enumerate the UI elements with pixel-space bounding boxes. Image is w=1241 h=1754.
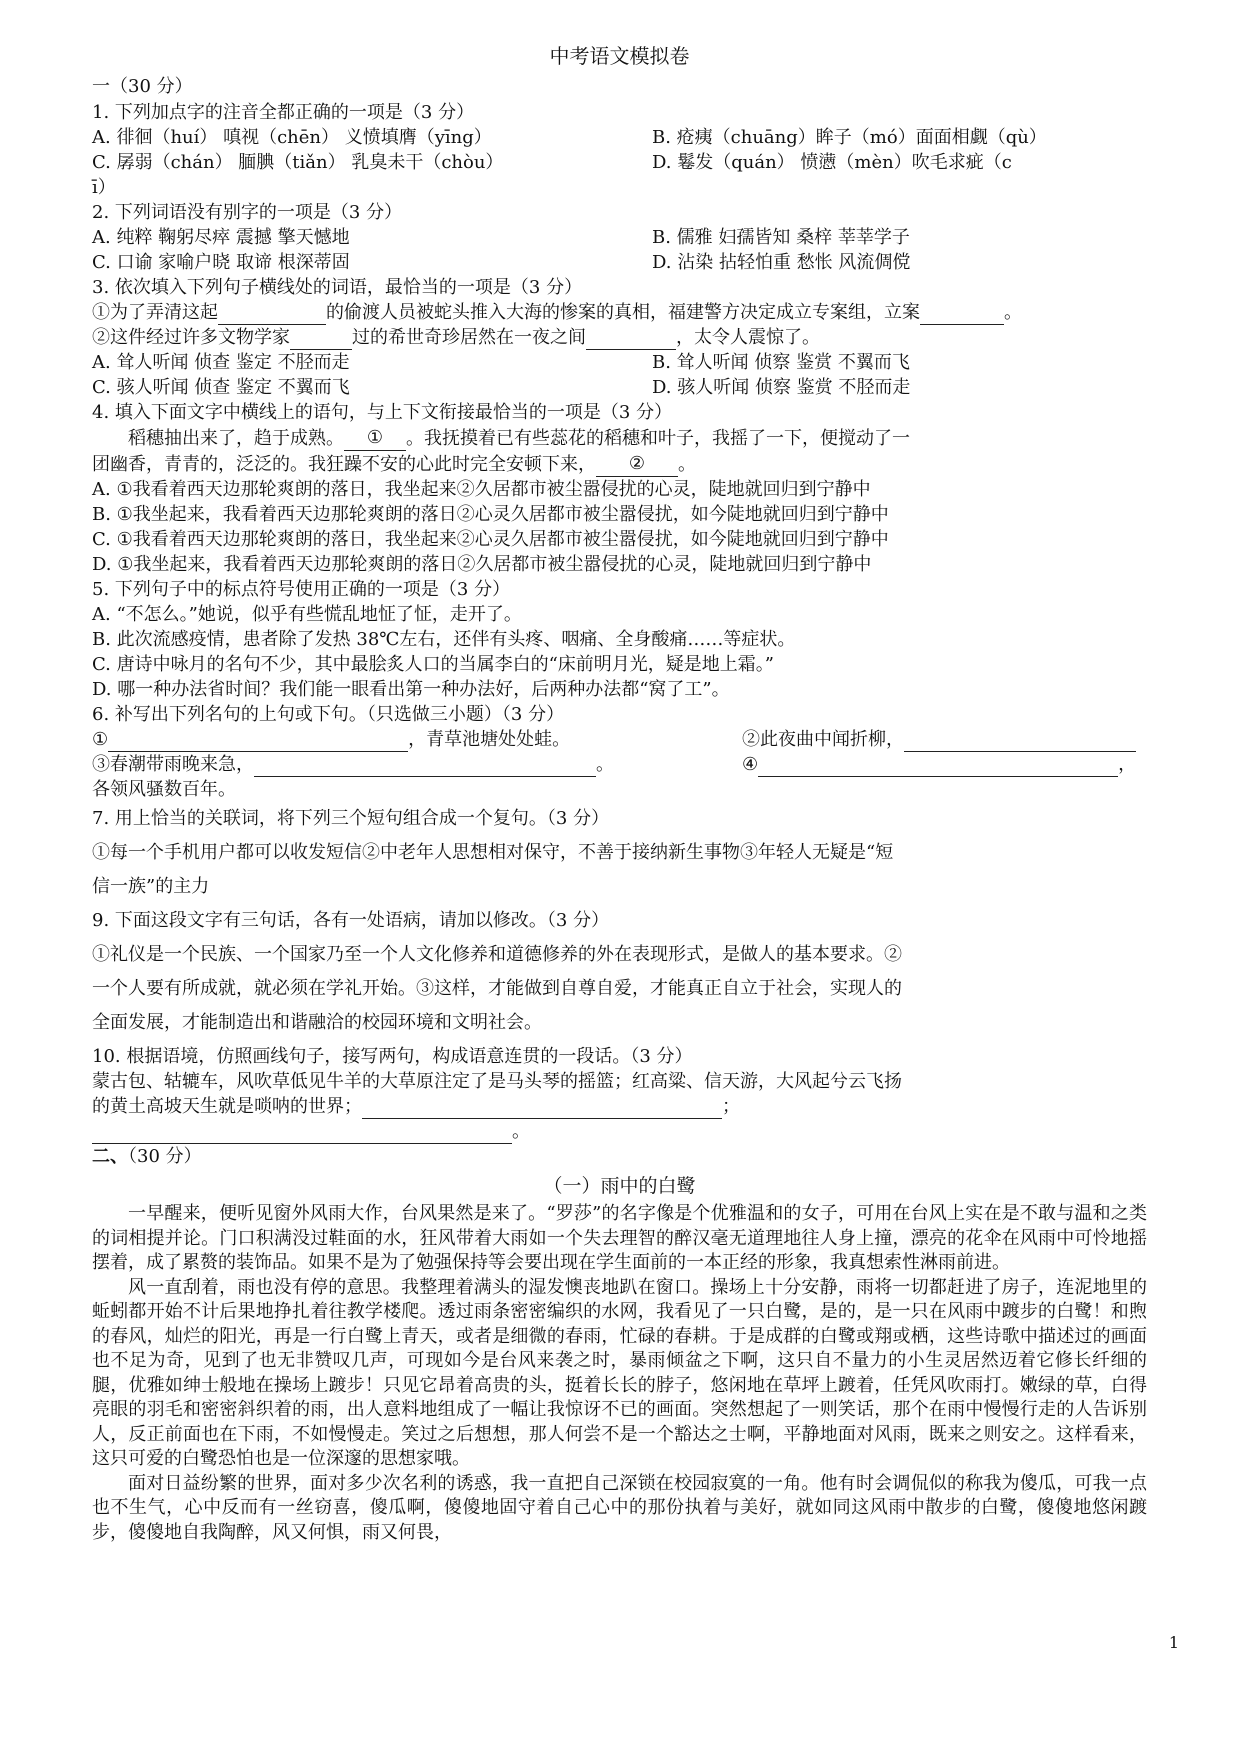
q3-options-cd xyxy=(92,375,1147,400)
q2-stem: 2. 下列词语没有别字的一项是（3 分） xyxy=(92,202,403,223)
essay-body xyxy=(92,1202,1147,1545)
q1-options-ab xyxy=(92,125,1147,150)
answer-blank[interactable] xyxy=(758,758,1118,777)
answer-blank[interactable] xyxy=(108,733,408,752)
q4-blank-mark-2: ② xyxy=(628,453,646,474)
answer-blank[interactable] xyxy=(254,758,596,777)
q6-row-1 xyxy=(92,727,1147,752)
q1-option-a: A. 徘徊（huí） 嗔视（chēn） 义愤填膺（yīng） xyxy=(92,127,492,148)
q6-item-1 xyxy=(92,727,742,752)
q1-option-c: C. 孱弱（chán） 腼腆（tiǎn） 乳臭未干（chòu） xyxy=(92,152,504,173)
essay-paragraph: 风一直刮着，雨也没有停的意思。我整理着满头的湿发懊丧地趴在窗口。操场上十分安静，雨将一切都赶进了房子，连泥地里的蚯蚓都开始不计后果地挣扎着往教学楼爬。透过雨条密密编织的水网，我看见了一只白鹭，是的，是一只在风雨中踱步的白鹭！和煦的春风，灿烂的阳光，再是一行白鹭上青天，或者是细微的春雨，忙碌的春耕。于是成群的白鹭或翔或栖，这些诗歌中描述过的画面也不足为奇，见到了也无非赞叹几声，可现如今是台风来袭之时，暴雨倾盆之下啊，这只自不量力的小生灵居然迈着它修长纤细的腿，优雅如绅士般地在操场上踱步！只见它昂着高贵的头，挺着长长的脖子，悠闲地在草坪上踱着，任凭风吹雨打。嫩绿的草，白得亮眼的羽毛和密密斜织着的雨，出人意料地组成了一幅让我惊讶不已的画面。突然想起了一则笑话，那个在雨中慢慢行走的人告诉别人，反正前面也在下雨，不如慢慢走。笑过之后想想，那人何尝不是一个豁达之士啊，平静地面对风雨，既来之则安之。这样看来，这只可爱的白鹭恐怕也是一位深邃的思想家哦。 xyxy=(92,1276,1147,1469)
q4-p1-part-b: 。我抚摸着已有些蕊花的稻穗和叶子，我摇了一下，便搅动了一 xyxy=(406,428,910,449)
q4-p2-part-b: 。 xyxy=(678,454,696,475)
essay-title: （一）雨中的白鹭 xyxy=(543,1175,696,1197)
section2-heading xyxy=(92,1144,1147,1170)
q6-i1-part-a: ① xyxy=(92,729,109,750)
answer-blank[interactable] xyxy=(920,306,1004,325)
q1-option-d-cont: ī） xyxy=(92,177,116,198)
q5-option-d: D. 哪一种办法省时间？我们能一眼看出第一种办法好，后两种办法都“窝了工”。 xyxy=(92,679,730,700)
q6-i4-part-a: ④ xyxy=(742,754,759,775)
q7-text-line-2: 信一族”的主力 xyxy=(92,876,210,897)
essay-paragraph: 一早醒来，便听见窗外风雨大作，台风果然是来了。“罗莎”的名字像是个优雅温和的女子，可用在台风上实在是不敢与温和之类的词相提并论。门口积满没过鞋面的水，狂风带着大雨如一个失去理智的醉汉毫无道理地往人身上撞，漂亮的花伞在风雨中可怜地摇摆着，成了累赘的装饰品。如果不是为了勉强保持等会要出现在学生面前的一本正经的形象，我真想索性淋雨前进。 xyxy=(92,1203,1147,1273)
q4-blank-mark-1: ① xyxy=(366,427,384,448)
q9-stem: 9. 下面这段文字有三句话，各有一处语病，请加以修改。（3 分） xyxy=(92,910,610,931)
q1-option-d: D. 鬈发（quán） 愤懑（mèn）吹毛求疵（c xyxy=(652,152,1012,173)
q10-semicolon: ； xyxy=(722,1096,740,1117)
page-title: 中考语文模拟卷 xyxy=(549,44,690,68)
q3-sentence-2 xyxy=(92,325,1147,350)
q5-option-c: C. 唐诗中咏月的名句不少，其中最脍炙人口的当属李白的“床前明月光，疑是地上霜。” xyxy=(92,654,774,675)
q3-option-b: B. 耸人听闻 侦察 鉴赏 不翼而飞 xyxy=(652,352,910,373)
q3-option-c: C. 骇人听闻 侦查 鉴定 不翼而飞 xyxy=(92,377,350,398)
q1-stem: 1. 下列加点字的注音全都正确的一项是（3 分） xyxy=(92,102,475,123)
q1-options-cd xyxy=(92,150,1147,175)
q3-s2-part-b: 过的希世奇珍居然在一夜之间 xyxy=(352,327,586,348)
answer-blank[interactable] xyxy=(290,331,352,350)
q6-stem: 6. 补写出下列名句的上句或下句。（只选做三小题）（3 分） xyxy=(92,704,565,725)
q3-options-ab xyxy=(92,350,1147,375)
q2-option-a: A. 纯粹 鞠躬尽瘁 震撼 擎天憾地 xyxy=(92,227,350,248)
q10-line2-text: 的黄土高坡天生就是唢呐的世界； xyxy=(92,1096,362,1117)
answer-blank[interactable] xyxy=(586,331,676,350)
answer-blank[interactable] xyxy=(596,451,678,477)
section1-heading: 一（30 分） xyxy=(92,76,193,97)
exam-page xyxy=(92,40,1147,1545)
q3-s1-part-a: ①为了弄清这起 xyxy=(92,302,218,323)
q6-i3-part-b: 。 xyxy=(596,754,614,775)
q5-stem: 5. 下列句子中的标点符号使用正确的一项是（3 分） xyxy=(92,579,511,600)
q6-i2-part-a: ②此夜曲中闻折柳， xyxy=(742,729,904,750)
q10-text-line-2 xyxy=(92,1094,1147,1119)
q6-item-2 xyxy=(742,727,1136,752)
q5-option-b: B. 此次流感疫情，患者除了发热 38℃左右，还伴有头疼、咽痛、全身酸痛……等症状。 xyxy=(92,629,796,650)
q4-passage-line-1 xyxy=(92,425,1147,451)
q3-s1-part-c: 。 xyxy=(1004,302,1022,323)
q4-option-b: B. ①我坐起来，我看着西天边那轮爽朗的落日②心灵久居都市被尘嚣侵扰，如今陡地就回归到宁静中 xyxy=(92,504,889,525)
q4-stem: 4. 填入下面文字中横线上的语句，与上下文衔接最恰当的一项是（3 分） xyxy=(92,402,673,423)
q5-option-a: A. “不怎么。”她说，似乎有些慌乱地怔了怔，走开了。 xyxy=(92,604,522,625)
q2-options-cd xyxy=(92,250,1147,275)
q3-option-d: D. 骇人听闻 侦察 鉴赏 不胫而走 xyxy=(652,377,911,398)
answer-blank[interactable] xyxy=(904,733,1136,752)
q3-sentence-1 xyxy=(92,300,1147,325)
q6-item-4-cont: 各领风骚数百年。 xyxy=(92,779,236,800)
section2-heading-score: （30 分） xyxy=(128,1146,202,1167)
section2-heading-number: 二、 xyxy=(92,1146,128,1167)
q3-s2-part-c: ，太令人震惊了。 xyxy=(676,327,820,348)
essay-paragraph: 面对日益纷繁的世界，面对多少次名利的诱惑，我一直把自己深锁在校园寂寞的一角。他有时会调侃似的称我为傻瓜，可我一点也不生气，心中反而有一丝窃喜，傻瓜啊，傻傻地固守着自己心中的那份执着与美好，就如同这风雨中散步的白鹭，傻傻地悠闲踱步，傻傻地自我陶醉，风又何惧，雨又何畏， xyxy=(92,1472,1147,1543)
q6-row-2 xyxy=(92,752,1147,777)
page-number: 1 xyxy=(1168,1633,1179,1652)
q7-text-line-1: ①每一个手机用户都可以收发短信②中老年人思想相对保守，不善于接纳新生事物③年轻人无疑是“短 xyxy=(92,842,894,863)
q6-i1-part-b: ，青草池塘处处蛙。 xyxy=(408,729,571,750)
q3-s1-part-b: 的偷渡人员被蛇头推入大海的惨案的真相，福建警方决定成立专案组，立案 xyxy=(326,302,920,323)
q2-options-ab xyxy=(92,225,1147,250)
q10-stem: 10. 根据语境，仿照画线句子，接写两句，构成语意连贯的一段话。（3 分） xyxy=(92,1046,693,1067)
answer-blank[interactable] xyxy=(92,1125,512,1144)
answer-blank[interactable] xyxy=(218,306,326,325)
q6-i3-part-a: ③春潮带雨晚来急， xyxy=(92,754,254,775)
q2-option-d: D. 沾染 拈轻怕重 愁怅 风流倜傥 xyxy=(652,252,911,273)
q4-p2-part-a: 团幽香，青青的，泛泛的。我狂躁不安的心此时完全安顿下来， xyxy=(92,454,596,475)
q10-period: 。 xyxy=(512,1121,530,1142)
q4-option-a: A. ①我看着西天边那轮爽朗的落日，我坐起来②久居都市被尘嚣侵扰的心灵，陡地就回归到宁静中 xyxy=(92,479,871,500)
q3-s2-part-a: ②这件经过许多文物学家 xyxy=(92,327,290,348)
q2-option-b: B. 儒雅 妇孺皆知 桑梓 莘莘学子 xyxy=(652,227,910,248)
q1-option-b: B. 疮痍（chuāng）眸子（mó）面面相觑（qù） xyxy=(652,127,1047,148)
answer-blank[interactable] xyxy=(362,1100,722,1119)
q6-i4-part-b: ， xyxy=(1118,754,1137,775)
answer-blank[interactable] xyxy=(344,425,406,451)
q3-option-a: A. 耸人听闻 侦查 鉴定 不胫而走 xyxy=(92,352,350,373)
q4-option-d: D. ①我坐起来，我看着西天边那轮爽朗的落日②久居都市被尘嚣侵扰的心灵，陡地就回归到宁静中 xyxy=(92,554,872,575)
q6-item-3 xyxy=(92,752,742,777)
q10-text-line-3 xyxy=(92,1119,1147,1144)
q9-text-line-3: 全面发展，才能制造出和谐融洽的校园环境和文明社会。 xyxy=(92,1012,542,1033)
q6-item-4 xyxy=(742,752,1136,777)
q4-p1-part-a: 稻穗抽出来了，趋于成熟。 xyxy=(128,428,344,449)
q4-option-c: C. ①我看着西天边那轮爽朗的落日，我坐起来②心灵久居都市被尘嚣侵扰，如今陡地就回归到宁静中 xyxy=(92,529,889,550)
q7-stem: 7. 用上恰当的关联词，将下列三个短句组合成一个复句。（3 分） xyxy=(92,808,610,829)
q9-text-line-2: 一个人要有所成就，就必须在学礼开始。③这样，才能做到自尊自爱，才能真正自立于社会，实现人的 xyxy=(92,978,902,999)
q2-option-c: C. 口谕 家喻户晓 取谛 根深蒂固 xyxy=(92,252,350,273)
q4-passage-line-2 xyxy=(92,451,1147,477)
q9-text-line-1: ①礼仪是一个民族、一个国家乃至一个人文化修养和道德修养的外在表现形式，是做人的基本要求。② xyxy=(92,944,902,965)
q3-stem: 3. 依次填入下列句子横线处的词语，最恰当的一项是（3 分） xyxy=(92,277,583,298)
q10-text-line-1: 蒙古包、轱辘车，风吹草低见牛羊的大草原注定了是马头琴的摇篮；红高粱、信天游，大风起兮云飞扬 xyxy=(92,1071,902,1092)
